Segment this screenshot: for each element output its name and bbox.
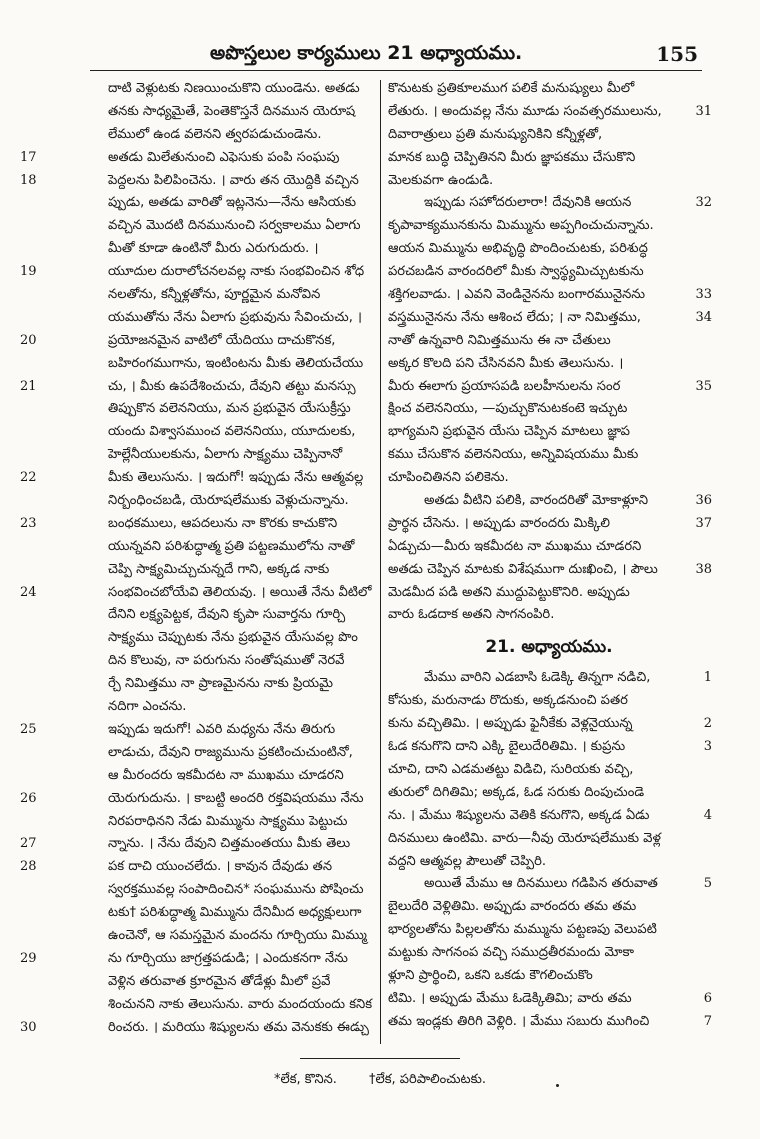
header-rule [90,70,702,71]
text-line [388,965,710,988]
text-line [388,192,710,215]
text-line [52,879,376,902]
verse-number: 29 [20,950,37,966]
line-text: బంధకములు, ఆపదలును నా కొరకు కాచుకొని [108,515,338,531]
text-line [52,444,376,467]
page-header [60,40,700,72]
line-text: యెరుగుదును. । కాబట్టి అందరి రక్తవిషయము నేను [108,790,364,806]
text-line [52,696,376,719]
line-text: నాతో ఉన్నవారి నిమిత్తమును ఈ నా చేతులు [388,332,611,348]
text-line [388,736,710,759]
line-text: యూదుల దురాలోచనలవల్ల నాకు సంభవించిన శోధ [108,264,365,280]
verse-number: 30 [20,1019,37,1035]
text-line [20,376,376,399]
text-line [388,215,710,238]
text-line [388,919,710,942]
verse-number: 32 [695,195,712,211]
line-text: కొనుటకు ప్రతికూలముగ పలికే మనుష్యులు మీలో [388,81,635,96]
text-line [388,330,710,353]
text-line [388,307,710,330]
line-text: ప్పుడు, అతడు వారితో ఇట్లనెను—నేను ఆసియకు [108,195,357,211]
line-text: కృపావాక్యమునకును మిమ్మును అప్పగించుచున్నాను. [388,218,654,234]
text-line [388,398,710,421]
text-line [388,851,710,874]
line-text: ప్రార్థన చేసెను. । అప్పుడు వారందరు మిక్కిలి [388,515,610,531]
text-line [20,147,376,170]
text-line [52,902,376,925]
text-line [388,1011,710,1034]
footnote-rule [300,1058,460,1059]
verse-number: 22 [20,470,37,486]
verse-number: 31 [695,103,712,119]
verse-number: 19 [20,264,37,280]
text-line [52,490,376,513]
line-text: అయితే మేము ఆ దినములు గడిపిన తరువాత [424,876,658,892]
line-text: వచ్చిన మొదటి దినమునుంచి సర్వకాలము ఏలాగు [108,218,361,234]
verse-number: 23 [20,515,37,531]
text-line [388,147,710,170]
text-line [20,1017,376,1040]
verse-number: 33 [695,287,712,303]
text-line [52,765,376,788]
line-text: చెప్పి సాక్ష్యమిచ్చుచున్నదే గాని, అక్కడ నాకు [108,561,330,577]
line-text: మేము వారిని ఎడబాసి ఓడెక్కి తిన్నగా నడిచి, [424,670,651,686]
text-line [52,994,376,1017]
line-text: టకు† పరిశుద్ధాత్మ మిమ్మును దేనిమీద అధ్యక్షులుగా [108,905,362,921]
text-line [52,559,376,582]
text-line [52,971,376,994]
line-text: వద్దని ఆత్మవల్ల పౌలుతో చెప్పిరి. [388,853,547,869]
text-line [388,873,710,896]
text-line [20,170,376,193]
text-line [52,627,376,650]
line-text: మానక బుద్ధి చెప్పితినని మీరు జ్ఞాపకము చేసుకొని [388,149,636,165]
line-text: దిన కొలువు, నా పరుగును సంతోషముతో నెరవే [108,653,345,669]
line-text: ఆయన మిమ్మును అభివృద్ధి పొందించుటకు, పరిశుద్ధ [388,241,648,257]
line-text: స్వరక్తమువల్ల సంపాదించిన* సంఘమును పోషించు [108,882,364,898]
line-text: రించరు. । మరియు శిష్యులను తమ వెనుకకు ఈడ్చు [108,1019,369,1035]
text-line [20,582,376,605]
line-text: మీరు ఈలాగు ప్రయాసపడి బలహీనులను సంర [388,378,621,394]
text-line [388,444,710,467]
verse-number: 25 [20,721,37,737]
line-text: యందు విశ్వాసముంచ వలెననియు, యూదులకు, [108,424,356,440]
line-text: మట్టుకు సాగనంప వచ్చి సముద్రతీరమందు మోకా [388,945,634,961]
text-line [52,398,376,421]
line-text: పరచబడిన వారందరిలో మీకు స్వాస్థ్యమిచ్చుటకును [388,264,644,280]
line-text: లాడుచు, దేవుని రాజ్యమును ప్రకటించుచుంటినో, [108,744,353,760]
line-text: దాటి వెళ్లుటకు నిణయించుకొని యుండెను. అతడు [108,81,360,96]
text-line [52,78,376,101]
line-text: శించునని నాకు తెలుసును. వారు మందయందు కనిక [108,996,373,1012]
line-text: యున్నవని పరిశుద్ధాత్మ ప్రతి పట్టణములోను నాతో [108,538,355,554]
text-line [388,78,710,101]
line-text: శక్తిగలవాడు. । ఎవని వెండినైనను బంగారమునైనను [388,287,645,303]
text-line [388,284,710,307]
verse-number: 17 [20,149,37,165]
verse-number: 26 [20,790,37,806]
verse-number: 4 [703,807,712,823]
line-text: ళ్లూని ప్రార్థించి, ఒకని ఒకడు కౌగలించుకొం [388,967,593,983]
text-line [388,896,710,919]
text-line [52,925,376,948]
text-line [52,421,376,444]
line-text: మీతో కూడా ఉంటినో మీరు ఎరుగుదురు. । [108,241,319,257]
verse-number: 34 [695,309,712,325]
verse-number: 27 [20,836,37,852]
text-line [388,101,710,124]
footnotes [0,1072,760,1090]
line-text: అతడు వీటిని పలికి, వారందరితో మోకాళ్లూని [424,493,649,509]
text-line [388,421,710,444]
verse-number: 2 [703,716,712,732]
line-text: మెడమీద పడి అతని ముద్దుపెట్టుకొనిరి. అప్పుడు [388,584,630,600]
text-line [20,948,376,971]
verse-number: 18 [20,172,37,188]
line-text: భార్యలతోను పిల్లలతోను మమ్మును పట్టణపు వెలుపటి [388,922,657,938]
verse-number: 38 [695,561,712,577]
verse-number: 3 [703,739,712,755]
text-line [388,828,710,851]
line-text: చూపించితినని పలికెను. [388,470,509,486]
text-line [52,650,376,673]
text-line [388,582,710,605]
text-line [52,124,376,147]
verse-number: 5 [703,876,712,892]
text-line [20,261,376,284]
text-line [388,467,710,490]
line-text: యముతోను నేను ఏలాగు ప్రభువును సేవించుచు, । [108,309,362,325]
verse-number: 20 [20,332,37,348]
line-text: పెద్దలను పిలిపించెను. । వారు తన యొద్దికి వచ్చిన [108,172,359,188]
line-text: తనకు సాధ్యమైతే, పెంతెకొస్తనే దినమున యెరూష [108,103,356,119]
line-text: చూచి, దాని ఎడమతట్టు విడిచి, సురియకు వచ్చి, [388,761,634,777]
footnote-second: †లేక, పరిపాలించుటకు. [369,1072,486,1087]
text-line [388,261,710,284]
verse-number: 28 [20,859,37,875]
text-line [52,742,376,765]
line-text: కము చేసుకొన వలెననియు, అన్నివిషయము మీకు [388,447,639,463]
line-text: అక్కర కొలది పని చేసినవని మీకు తెలుసును. । [388,355,624,371]
text-line [52,101,376,124]
line-text: లేతురు. । అందువల్ల నేను మూడు సంవత్సరములును, [388,103,662,119]
text-line [388,124,710,147]
text-line [388,490,710,513]
line-text: ఇప్పుడు ఇదుగో! ఎవరి మధ్యను నేను తిరుగు [108,721,336,737]
page-number: 155 [656,42,698,66]
line-text: పక దాచి యుంచలేదు. । కావున దేవుడు తన [108,859,333,875]
column-divider [380,80,381,1044]
verse-number: 37 [695,515,712,531]
line-text: లేములో ఉండ వలెనని త్వరపడుచుండెను. [108,126,322,142]
line-text: ర్చే నిమిత్తము నా ప్రాణమైనను నాకు ప్రియమై [108,676,333,692]
text-line [388,238,710,261]
text-line [20,719,376,742]
text-line [388,353,710,376]
line-text: దేనిని లక్ష్యపెట్టక, దేవుని కృపా సువార్తను గూర్చి [108,607,346,623]
line-text: ఇప్పుడు సహోదరులారా! దేవునికి ఆయన [424,195,632,211]
verse-number: 36 [695,493,712,509]
verse-number: 35 [695,378,712,394]
line-text: ఏడ్చుచు—మీరు ఇకమీదట నా ముఖము చూడరని [388,538,642,554]
line-text: వారు ఓడదాక అతని సాగనంపిరి. [388,607,555,623]
text-line [388,942,710,965]
line-text: నదిగా ఎంచను. [108,699,187,715]
running-title: అపొస్తలుల కార్యములు 21 అధ్యాయము. [210,42,523,64]
line-text: ఆ మీరందరు ఇకమీదట నా ముఖము చూడరని [108,767,344,783]
line-text: వెళ్లిన తరువాత క్రూరమైన తోడేళ్లు మీలో ప్రవే [108,973,331,989]
text-line [52,353,376,376]
text-line [388,536,710,559]
line-text: క్షించ వలెననియు, —పుచ్చుకొనుటకంటె ఇచ్చుట [388,401,628,417]
line-text: కును వచ్చితిమి. । అప్పుడు ఫైనీకేకు వెళ్లనైయున్న [388,716,633,732]
footnote-first: *లేక, కొనిన. [274,1072,337,1087]
text-line [52,673,376,696]
line-text: మీకు తెలుసును. । ఇదుగో! ఇప్పుడు నేను ఆత్మవల్ల [108,470,364,486]
left-column [20,78,376,1054]
text-line [388,713,710,736]
text-line [52,307,376,330]
line-text: దినములు ఉంటిమి. వారు—నీవు యెరూషలేముకు వెళ్ల [388,830,661,846]
line-text: అతడు చెప్పిన మాటకు విశేషముగా దుఃఖించి, । పౌలు [388,561,658,577]
line-text: టిమి. । అప్పుడు మేము ఓడెక్కితిమి; వారు తమ [388,990,632,1006]
text-line [20,856,376,879]
right-column-upper [388,78,710,627]
line-text: నలతోను, కన్నీళ్లతోను, పూర్ణమైన మనోవిన [108,287,321,303]
chapter-heading: 21. అధ్యాయము. [485,637,613,658]
text-line [52,238,376,261]
text-line [52,215,376,238]
line-text: సంభవించబోయేవి తెలియవు. । అయితే నేను వీటిలో [108,584,372,600]
line-text: ను. । మేము శిష్యులను వెతికి కనుగొని, అక్కడ ఏడు [388,807,650,823]
text-line [388,988,710,1011]
printer-dot [556,1084,559,1087]
line-text: కోసుకు, మరునాడు రొదుకు, అక్కడనుంచి పతర [388,693,628,709]
line-text: ను గూర్చియు జాగ్రత్తపడుడి; । ఎందుకనగా నేను [108,950,348,966]
line-text: ఉంచెనో, ఆ సమస్తమైన మందను గూర్చియు మిమ్ము [108,927,367,943]
text-line [388,805,710,828]
text-line [20,513,376,536]
line-text: మెలకువగా ఉండుడి. [388,172,494,188]
text-line [388,782,710,805]
text-line [52,192,376,215]
text-line [388,170,710,193]
text-line [388,759,710,782]
right-column-lower [388,667,710,1033]
line-text: ఓడ కనుగొని దాని ఎక్కి బైలుదేరితిమి. । కుప్రను [388,739,626,755]
text-line [388,667,710,690]
line-text: బహిరంగముగాను, ఇంటింటను మీకు తెలియచేయు [108,355,364,371]
line-text: బైలుదేరి వెళ్లితిమి. అప్పుడు వారందరు తమ తమ [388,899,637,915]
verse-number: 1 [703,670,712,686]
text-line [388,690,710,713]
text-line [52,604,376,627]
line-text: దివారాత్రులు ప్రతి మనుష్యునికిని కన్నీళ్లతో, [388,126,603,142]
line-text: ప్రయోజనమైన వాటిలో యేదియు దాచుకొనక, [108,332,336,348]
line-text: వస్త్రమునైనను నేను ఆశించ లేదు; । నా నిమిత్తము, [388,309,641,325]
line-text: నిరపరాధినని నేడు మిమ్మును సాక్ష్యము పెట్టుచు [108,813,348,829]
line-text: నిర్బంధించబడి, యెరూషలేముకు వెళ్లుచున్నాను. [108,493,349,509]
line-text: భాగ్యమని ప్రభువైన యేసు చెప్పిన మాటలు జ్ఞాప [388,424,630,440]
verse-number: 21 [20,378,37,394]
line-text: హెల్లేనీయులకును, ఏలాగు సాక్ష్యము చెప్పినానో [108,447,343,463]
text-line [388,513,710,536]
line-text: తురులో దిగితిమి; అక్కడ, ఓడ సరుకు దింపుచుండె [388,784,645,800]
line-text: తమ ఇండ్లకు తిరిగి వెళ్లిరి. । మేము సబురు ముగించి [388,1013,650,1029]
text-line [52,284,376,307]
text-line [388,604,710,627]
line-text: చు, । మీకు ఉపదేశించుచు, దేవుని తట్టు మనస్సు [108,378,356,394]
right-column [388,78,710,1054]
text-line [52,811,376,834]
line-text: సాక్ష్యము చెప్పుటకు నేను ప్రభువైన యేసువల్ల పొం [108,630,358,646]
verse-number: 6 [703,990,712,1006]
verse-number: 24 [20,584,37,600]
line-text: న్నాను. । నేను దేవుని చిత్తమంతయు మీకు తెలు [108,836,351,852]
text-line [20,467,376,490]
text-line [388,376,710,399]
text-line [20,833,376,856]
line-text: అతడు మిలేతునుంచి ఎఫెసుకు పంపి సంఘపు [108,149,340,165]
verse-number: 7 [703,1013,712,1029]
text-line [388,559,710,582]
line-text: తిప్పుకొన వలెననియు, మన ప్రభువైన యేసుక్రీస్తు [108,401,351,417]
text-line [52,536,376,559]
text-line [20,788,376,811]
text-line [20,330,376,353]
